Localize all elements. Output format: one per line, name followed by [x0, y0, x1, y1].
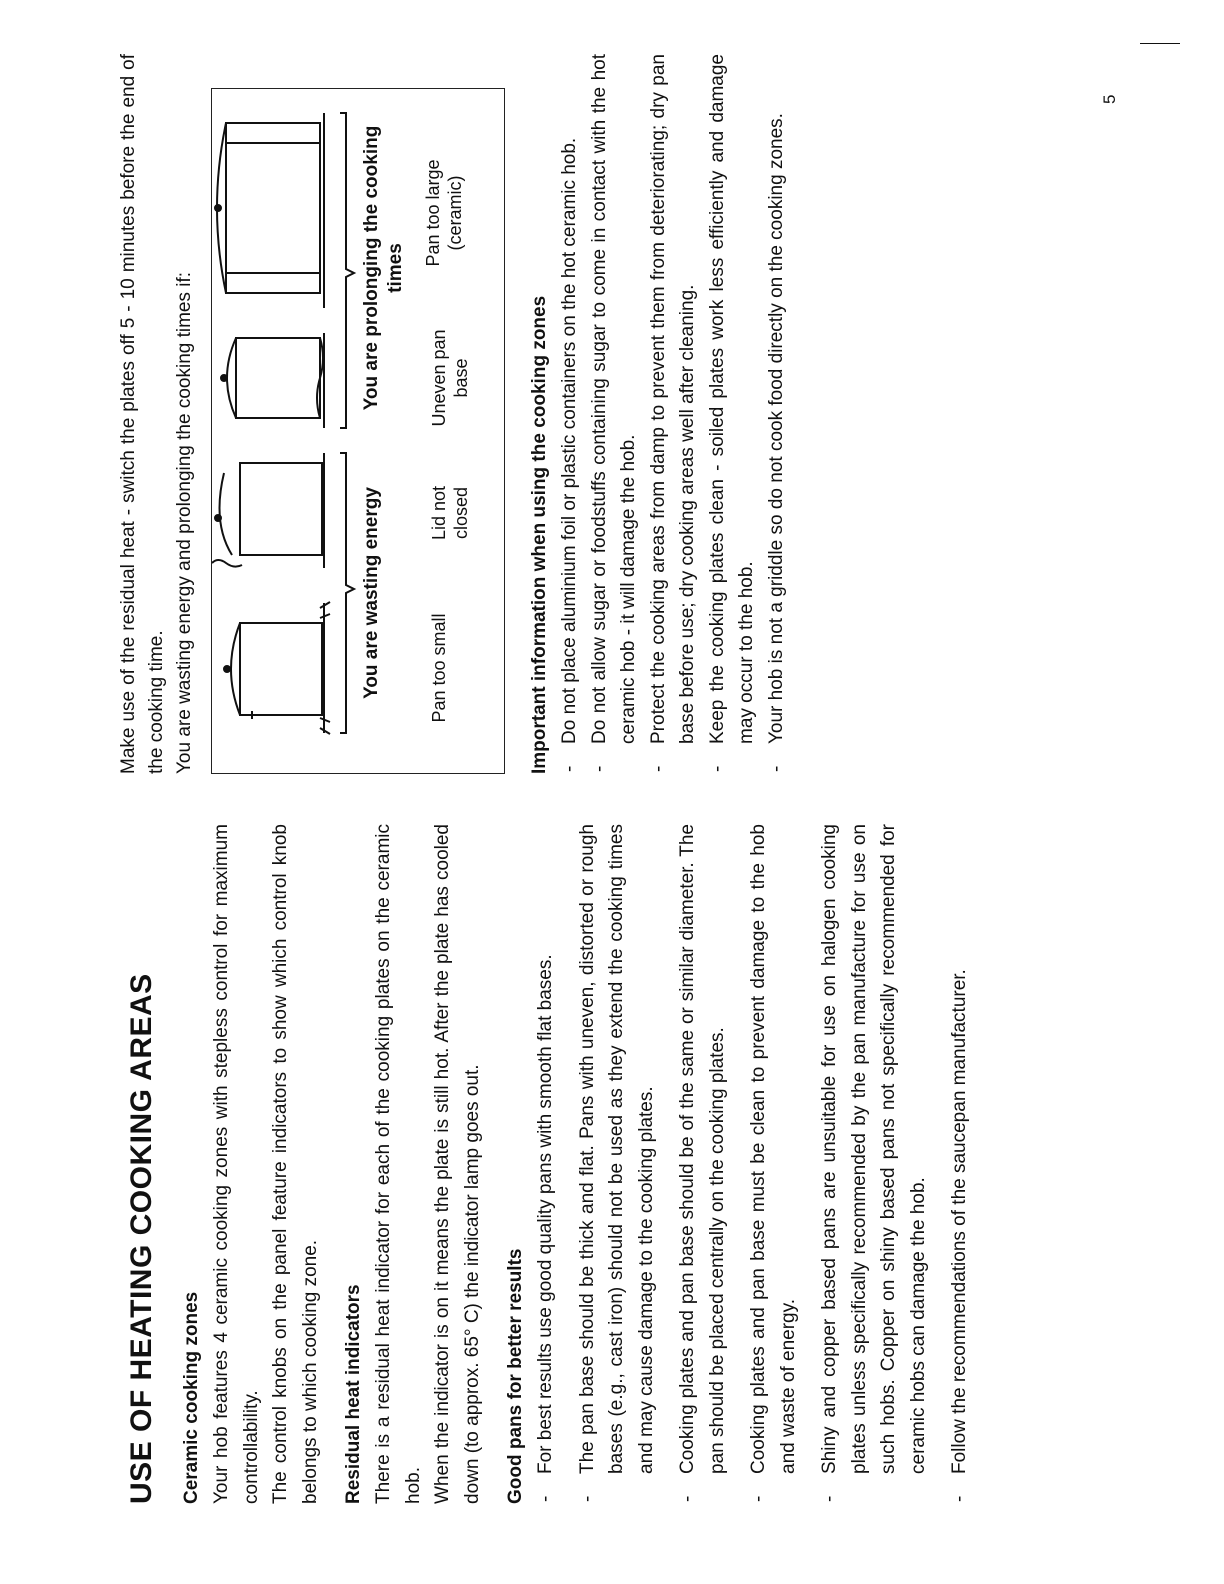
- residual-paragraph-2: When the indicator is on it means the plate is still hot. After the plate has cooled down (to approx. 65° C) the indicator lamp goes out.: [432, 824, 483, 1504]
- list-item: - Do not allow sugar or foodstuffs containing sugar to come in contact with the hot ceramic hob - it will damage the hob.: [585, 54, 644, 774]
- good-pans-heading: Good pans for better results: [505, 1248, 526, 1504]
- list-item: - Cooking plates and pan base must be clean to prevent damage to the hob and waste of energy.: [744, 824, 803, 1504]
- residual-paragraph-1: There is a residual heat indicator for each of the cooking plates on the ceramic hob.: [373, 824, 424, 1504]
- list-item: - Do not place aluminium foil or plastic containers on the hot ceramic hob.: [555, 54, 585, 774]
- page-number: 5: [1100, 94, 1119, 104]
- caption-lid-not-closed: Lid not closed: [429, 485, 471, 541]
- intro-paragraph-2: You are wasting energy and prolonging the cooking times if:: [174, 271, 195, 774]
- pan-too-small-icon: [224, 602, 330, 734]
- residual-heading: Residual heat indicators: [343, 1284, 364, 1504]
- corner-mark: [1140, 43, 1180, 44]
- list-item: - Cooking plates and pan base should be of the same or similar diameter. The pan should be placed centrally on the cooking plates.: [673, 824, 732, 1504]
- ceramic-paragraph-2: The control knobs on the panel feature indicators to show which control knob belongs to which cooking zone.: [270, 824, 321, 1504]
- ceramic-heading: Ceramic cooking zones: [181, 1291, 202, 1504]
- list-item: - Shiny and copper based pans are unsuitable for use on halogen cooking plates unless specifically recommended by the pan manufacture for use on such hobs. Copper on shiny based pans not specifically recommended for ceramic hobs can damage the hob.: [815, 824, 933, 1504]
- pan-uneven-base-icon: [221, 333, 324, 428]
- caption-pan-too-small: Pan too small: [429, 613, 449, 723]
- list-item: - The pan base should be thick and flat. Pans with uneven, distorted or rough bases (e.g., cast iron) should not be used as they extend the cooking times and may cause damage to the cooking plates.: [573, 824, 662, 1504]
- list-item: - Follow the recommendations of the saucepan manufacturer.: [945, 824, 975, 1504]
- pan-lid-open-icon: [212, 453, 324, 568]
- intro-paragraph-1: Make use of the residual heat - switch the plates off 5 - 10 minutes before the end of the cooking time.: [118, 54, 167, 774]
- list-item: - For best results use good quality pans with smooth flat bases.: [531, 824, 561, 1504]
- list-item: - Keep the cooking plates clean - soiled plates work less efficiently and damage may occur to the hob.: [703, 54, 762, 774]
- list-item: - Protect the cooking areas from damp to prevent them from deteriorating; dry pan base before use; dry cooking areas well after cleaning.: [644, 54, 703, 774]
- ceramic-paragraph-1: Your hob features 4 ceramic cooking zones with stepless control for maximum controllability.: [211, 824, 262, 1504]
- right-column: [115, 54, 791, 774]
- good-pans-list: [531, 824, 975, 1504]
- prolonging-times-label: You are prolonging the cooking times: [361, 125, 406, 411]
- page-title: USE OF HEATING COOKING AREAS: [125, 973, 158, 1504]
- important-heading: Important information when using the cooking zones: [529, 295, 550, 774]
- pan-too-large-icon: [215, 113, 324, 308]
- left-column: [125, 824, 987, 1504]
- intro: [115, 54, 199, 774]
- caption-uneven-pan-base: Uneven pan base: [429, 329, 471, 427]
- caption-pan-too-large: Pan too large (ceramic): [423, 159, 465, 267]
- important-list: [555, 54, 791, 774]
- list-item: - Your hob is not a griddle so do not cook food directly on the cooking zones.: [762, 54, 792, 774]
- wasting-energy-label: You are wasting energy: [361, 487, 382, 699]
- pan-illustration: [211, 88, 505, 774]
